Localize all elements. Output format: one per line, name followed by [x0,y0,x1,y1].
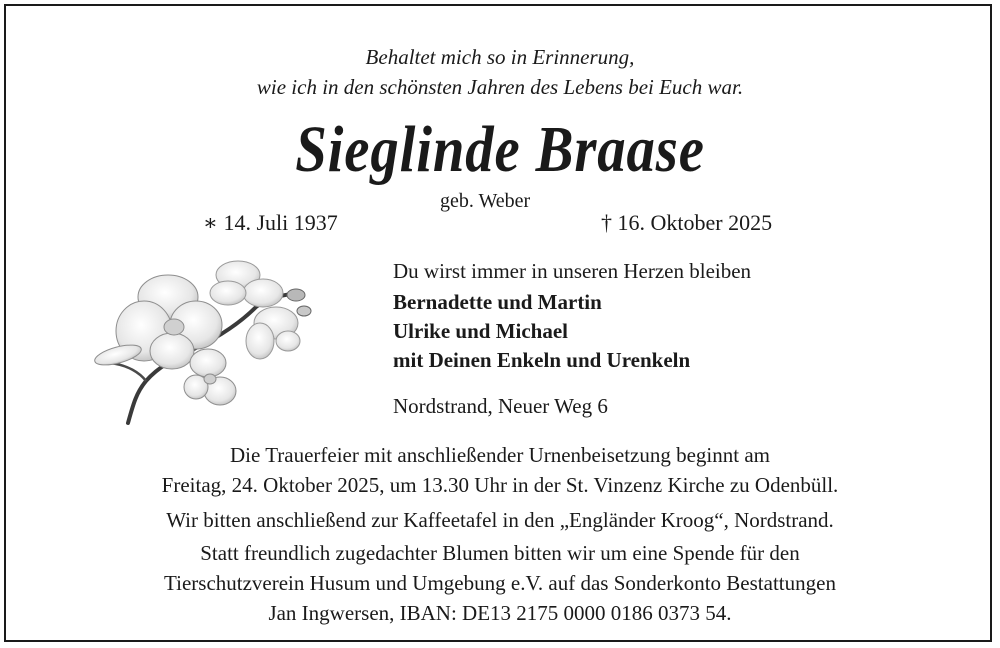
motto-line-2: wie ich in den schönsten Jahren des Lebens bei Euch war. [256,75,744,99]
motto-line-1: Behaltet mich so in Erinnerung, [365,45,635,69]
mourner-line-1: Bernadette und Martin [393,290,602,314]
coffee-invitation: Wir bitten anschließend zur Kaffeetafel in den „Engländer Kroog“, Nordstrand. [166,508,834,532]
death-date: † 16. Oktober 2025 [601,210,773,235]
motto [0,42,1000,102]
maiden-name: geb. Weber [440,190,531,212]
birth-date: ∗ 14. Juli 1937 [203,210,338,235]
orchid-image [88,255,320,427]
deceased-name: Sieglinde Braase [295,113,705,186]
mourner-line-3: mit Deinen Enkeln und Urenkeln [393,348,691,372]
donation-line-2: Tierschutzverein Husum und Umgebung e.V. auf das Sonderkonto Bestattungen [164,571,836,595]
donation-line-3: Jan Ingwersen, IBAN: DE13 2175 0000 0186 0373 54. [268,601,732,625]
donation-request [0,538,1000,628]
service-line-2: Freitag, 24. Oktober 2025, um 13.30 Uhr in der St. Vinzenz Kirche zu Odenbüll. [161,473,839,497]
donation-line-1: Statt freundlich zugedachter Blumen bitten wir um eine Spende für den [200,541,800,565]
mourner-line-2: Ulrike und Michael [393,319,569,343]
mourning-intro: Du wirst immer in unseren Herzen bleiben [393,259,752,283]
service-line-1: Die Trauerfeier mit anschließender Urnenbeisetzung beginnt am [230,443,770,467]
service-info [0,440,1000,500]
family-address: Nordstrand, Neuer Weg 6 [393,394,608,418]
